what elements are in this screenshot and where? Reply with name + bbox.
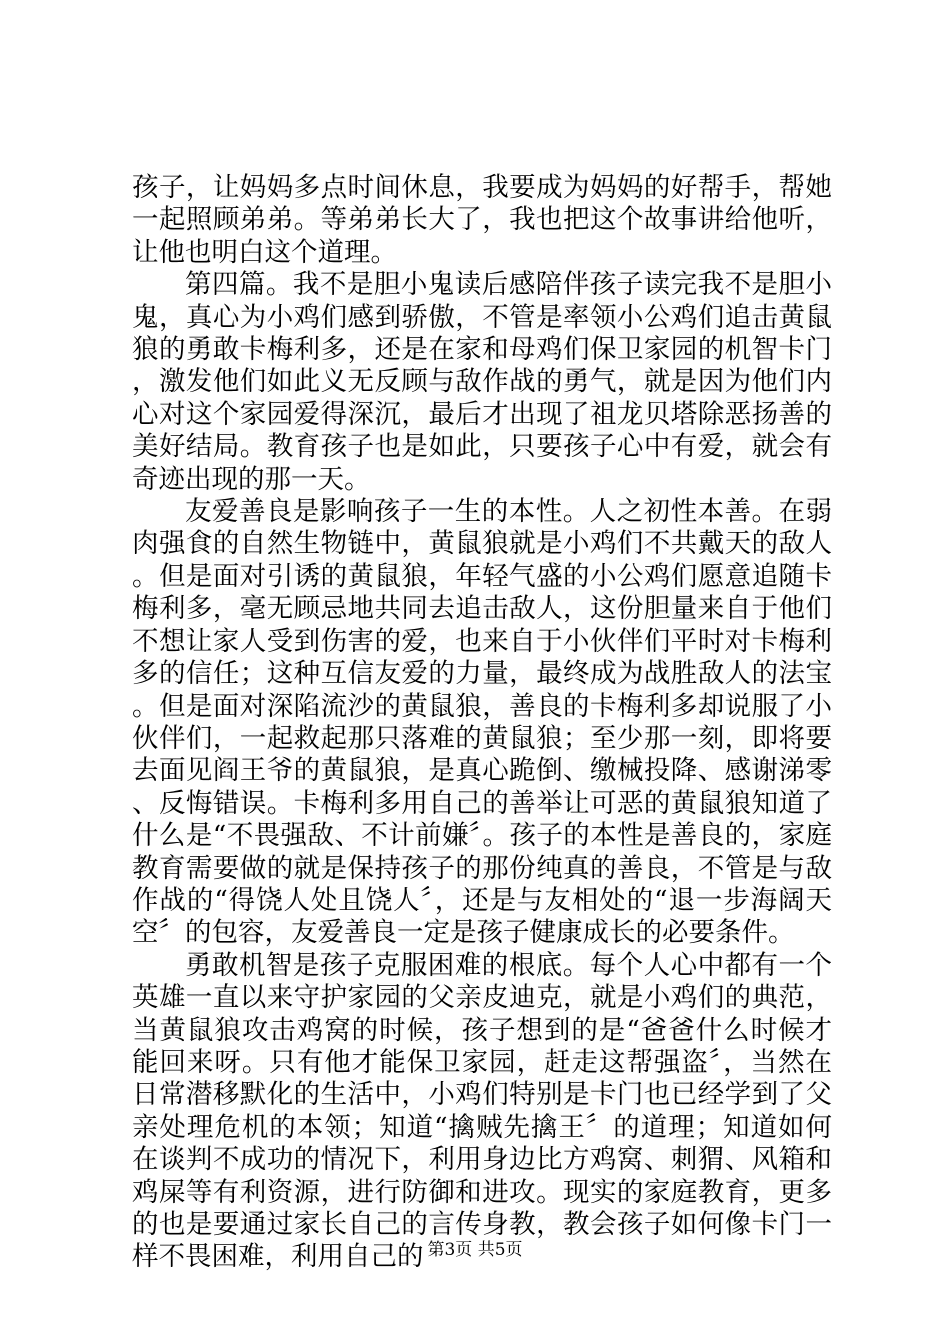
paragraph-courage: 勇敢机智是孩子克服困难的根底。每个人心中都有一个英雄一直以来守护家园的父亲皮迪克，就是小鸡们的典范，当黄鼠狼攻击鸡窝的时候，孩子想到的是“爸爸什么时候才能回来呀。只有他才能保卫家园，赶走这帮强盗〞，当然在日常潜移默化的生活中，小鸡们特别是卡门也已经学到了父亲处理危机的本领；知道“擒贼先擒王〞的道理；知道如何在谈判不成功的情况下，利用身边比方鸡窝、刺猬、风箱和鸡屎等有利资源，进行防御和进攻。现实的家庭教育，更多的也是要通过家长自己的言传身教，教会孩子如何像卡门一样不畏困难，利用自己的 — [132, 949, 832, 1273]
page-number-footer: 第3页 共5页 — [427, 1240, 523, 1260]
paragraph-kindness: 友爱善良是影响孩子一生的本性。人之初性本善。在弱肉强食的自然生物链中，黄鼠狼就是小鸡们不共戴天的敌人。但是面对引诱的黄鼠狼，年轻气盛的小公鸡们愿意追随卡梅利多，毫无顾忌地共同去追击敌人，这份胆量来自于他们不想让家人受到伤害的爱，也来自于小伙伴们平时对卡梅利多的信任；这种互信友爱的力量，最终成为战胜敌人的法宝。但是面对深陷流沙的黄鼠狼，善良的卡梅利多却说服了小伙伴们，一起救起那只落难的黄鼠狼；至少那一刻，即将要去面见阎王爷的黄鼠狼，是真心跪倒、缴械投降、感谢涕零、反悔错误。卡梅利多用自己的善举让可恶的黄鼠狼知道了什么是“不畏强敌、不计前嫌〞。孩子的本性是善良的，家庭教育需要做的就是保持孩子的那份纯真的善良，不管是与敌作战的“得饶人处且饶人〞，还是与友相处的“退一步海阔天空〞的包容，友爱善良一定是孩子健康成长的必要条件。 — [132, 496, 832, 949]
paragraph-continuation: 孩子，让妈妈多点时间休息，我要成为妈妈的好帮手，帮她一起照顾弟弟。等弟弟长大了，我也把这个故事讲给他听，让他也明白这个道理。 — [132, 172, 832, 268]
paragraph-chapter-four: 第四篇。我不是胆小鬼读后感陪伴孩子读完我不是胆小鬼，真心为小鸡们感到骄傲，不管是率领小公鸡们追击黄鼠狼的勇敢卡梅利多，还是在家和母鸡们保卫家园的机智卡门，激发他们如此义无反顾与敌作战的勇气，就是因为他们内心对这个家园爱得深沉，最后才出现了祖龙贝塔除恶扬善的美好结局。教育孩子也是如此，只要孩子心中有爱，就会有奇迹出现的那一天。 — [132, 269, 832, 495]
document-body — [132, 172, 832, 1274]
